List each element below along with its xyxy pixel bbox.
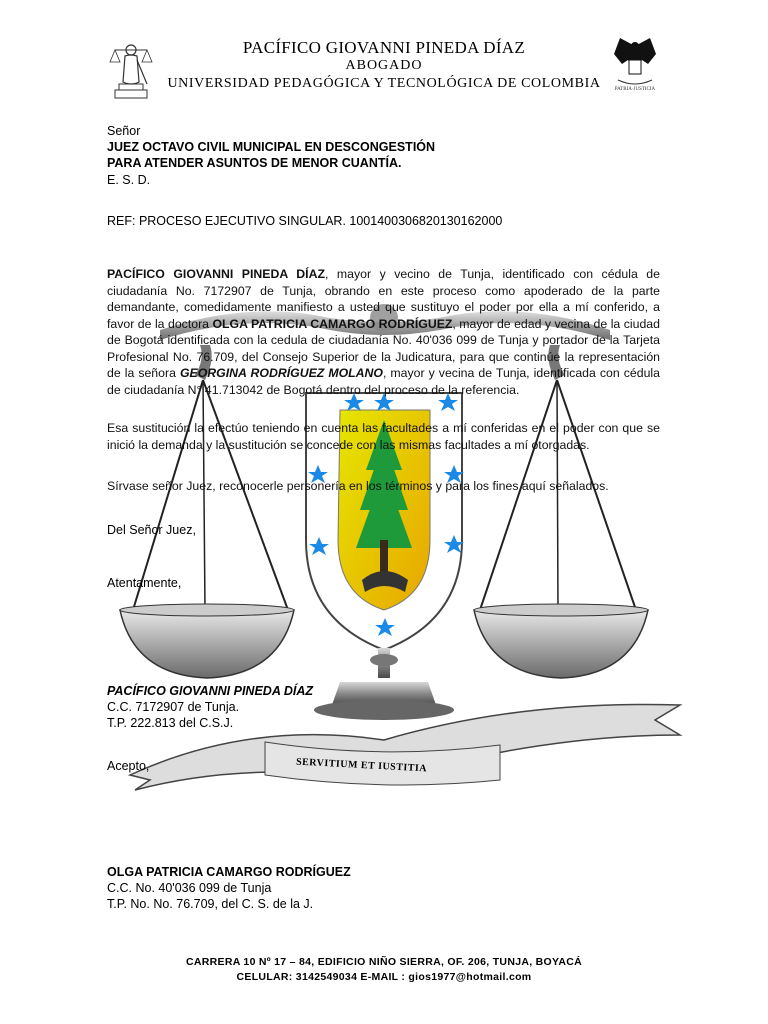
svg-text:PATRIA·JUSTICIA: PATRIA·JUSTICIA (614, 87, 656, 92)
reference: REF: PROCESO EJECUTIVO SINGULAR. 1001400306820130162000 (107, 214, 503, 228)
paragraph-2: Esa sustitución la efectúo teniendo en cuenta las facultades a mí conferidas en el poder con que se inició la demanda y la sustitución se concede con las mismas facultades a mí otorgadas. (107, 421, 660, 452)
p1-name: PACÍFICO GIOVANNI PINEDA DÍAZ (107, 267, 325, 281)
letterhead-title: ABOGADO (345, 58, 423, 73)
p1-lawyer: OLGA PATRICIA CAMARGO RODRÍGUEZ (212, 316, 453, 331)
p1-text-c: , mayor y vecina de Tunja, identificada con cédula de ciudadanía N° 41.713042 de Bogotá dentro del proceso de la referencia. (107, 366, 660, 397)
signer-tp: T.P. 222.813 del C.S.J. (107, 716, 234, 730)
signer-name: PACÍFICO GIOVANNI PINEDA DÍAZ (107, 684, 314, 698)
paragraph-1 (107, 266, 660, 398)
acceptor-name: OLGA PATRICIA CAMARGO RODRÍGUEZ (107, 865, 351, 879)
acepto: Acepto, (107, 759, 150, 773)
footer-address: CARRERA 10 Nº 17 – 84, EDIFICIO NIÑO SIERRA, OF. 206, TUNJA, BOYACÁ (186, 956, 582, 968)
letterhead-university: UNIVERSIDAD PEDAGÓGICA Y TECNOLÓGICA DE COLOMBIA (167, 76, 601, 91)
closing-1: Del Señor Juez, (107, 523, 196, 537)
p1-client: GEORGINA RODRÍGUEZ MOLANO (179, 366, 383, 380)
acceptor-cc: C.C. No. 40'036 099 de Tunja (107, 881, 272, 895)
closing-2: Atentamente, (107, 576, 182, 590)
p1-text-b: , mayor de edad y vecina de la ciudad de Bogotá identificada con la cedula de ciudadanía No. 40'036 099 de Tunja y portador de la Tarjeta Profesional No. 76.709, del Consejo Superior de la Judicatura, para que continúe la representación de la señora (107, 316, 660, 380)
footer-contact: CELULAR: 3142549034 E-MAIL : gios1977@hotmail.com (236, 971, 532, 983)
paragraph-3: Sírvase señor Juez, reconocerle personería en los términos y para los fines aquí señalados. (107, 479, 609, 493)
salutation: Señor (107, 124, 141, 138)
motto-text: SERVITIUM ET IUSTITIA (295, 756, 428, 775)
letterhead-name: PACÍFICO GIOVANNI PINEDA DÍAZ (242, 38, 526, 57)
esd: E. S. D. (107, 173, 151, 187)
p1-text-a: , mayor y vecino de Tunja, identificado con cédula de ciudadanía No. 7172907 de Tunja, obrando en este proceso como apoderado de la parte demandante, comedidamente manifiesto a usted que sustituyo el poder por ella a mí conferido, a favor de la doctora (107, 267, 660, 331)
signer-cc: C.C. 7172907 de Tunja. (107, 700, 240, 714)
addressee-line-1: JUEZ OCTAVO CIVIL MUNICIPAL EN DESCONGESTIÓN (107, 140, 436, 154)
acceptor-tp: T.P. No. No. 76.709, del C. S. de la J. (107, 897, 314, 911)
addressee-line-2: PARA ATENDER ASUNTOS DE MENOR CUANTÍA. (107, 156, 402, 170)
